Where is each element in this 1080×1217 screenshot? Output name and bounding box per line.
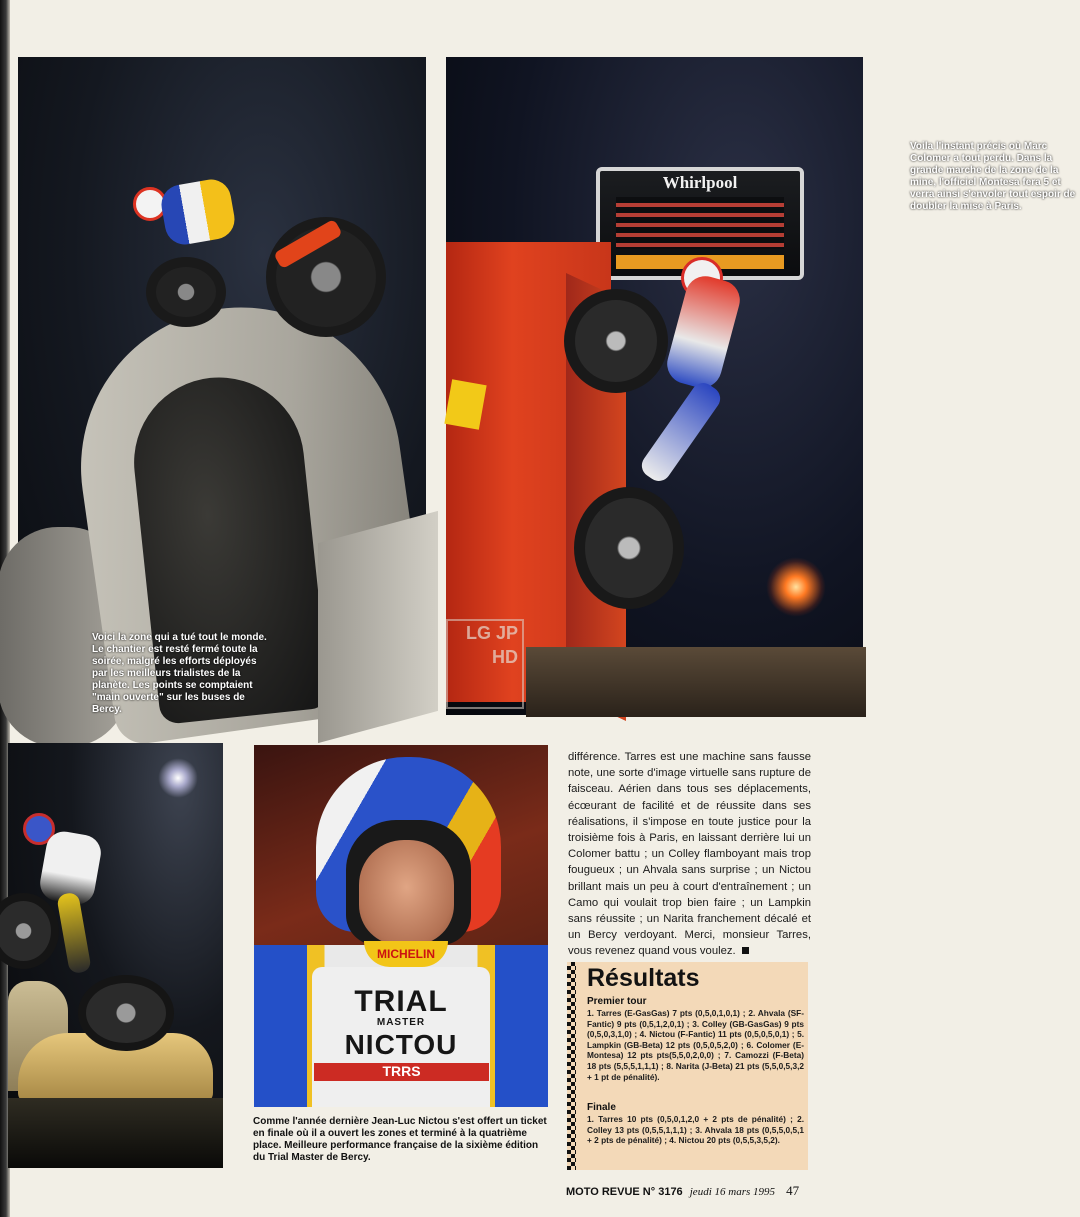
rider (123, 177, 243, 287)
light-flare (766, 557, 826, 617)
results-title: Résultats (587, 964, 700, 992)
issue-date: jeudi 16 mars 1995 (689, 1186, 775, 1198)
rider-face (359, 840, 454, 945)
water (8, 1098, 223, 1168)
bib-brand: TRRS (314, 1063, 489, 1081)
article-paragraph: différence. Tarres est une machine sans fausse note, une sorte d'image virtuelle sans rupture de faisceau. Aérien dans tous ses déplacements, écœurant de facilité et de réussite dans ses réalisations, il s'impose en toute justice pour la troisième fois à Paris, en laissant derrière lui un Colomer battu ; un Colley flamboyant mais trop fougueux ; un Ahvala sans surprise ; un Nictou brillant mais un peu à court d'entraînement ; un Camo qui voulait trop bien faire ; un Lampkin sans réussite ; un Narita franchement décalé et un Bercy verdoyant. Merci, monsieur Tarres, vous revenez quand vous voulez. (568, 751, 811, 958)
rider-leg (56, 892, 92, 975)
photo-caption-nictou: Comme l'année dernière Jean-Luc Nictou s'est offert un ticket en finale où il a ouvert les zones et terminé à la quatrième place. Meilleure performance française de la sixième édition du Trial Master de Bercy. (253, 1116, 547, 1163)
magazine-issue: MOTO REVUE N° 3176 (566, 1186, 683, 1198)
checkered-flag-border (567, 962, 576, 1170)
page-number: 47 (786, 1183, 800, 1198)
collar-label: MICHELIN (364, 941, 448, 967)
scoreboard-rows (616, 197, 784, 249)
final-heading: Finale (587, 1102, 616, 1113)
end-mark (742, 947, 749, 954)
rider-body (158, 176, 237, 247)
pipe-slab (318, 511, 438, 743)
watermark: LG JP HD (446, 619, 524, 709)
page-footer (566, 1183, 836, 1203)
front-wheel (564, 289, 668, 393)
photo-caption: Voila l'instant précis où Marc Colomer a tout perdu. Dans la grande marche de la zone de la mine, l'officiel Montesa fera 5 et verra ainsi s'envoler tout espoir de doubler la mise à Paris. (910, 141, 1076, 212)
rider (661, 257, 771, 497)
article-body (568, 749, 811, 960)
bib-master: MASTER (376, 1017, 426, 1028)
photo-caption: Voici la zone qui a tué tout le monde. Le chantier est resté fermé toute la soirée, malgré les efforts déployés par les meilleurs trialistes de la planète. Les points se comptaient "main ouverte" sur les buses de Bercy. (92, 632, 267, 715)
rider-body (663, 272, 745, 392)
photo-nictou-portrait (254, 745, 548, 1107)
rider-leg (637, 378, 725, 485)
first-round-results: 1. Tarres (E-GasGas) 7 pts (0,5,0,1,0,1) ; 2. Ahvala (SF-Fantic) 9 pts (0,5,1,2,0,1) ; 3. Colley (GB-GasGas) 9 pts (0,5,0,3,1,0) ; 4. Nictou (F-Fantic) 11 pts (0,5,0,5,0,1) ; 5. Lampkin (GB-Beta) 12 pts (0,5,0,5,2,0) ; 6. Colomer (E-Montesa) 12 pts pts(5,5,0,2,0,0) ; 7. Camozzi (F-Beta) 18 pts (5,5,5,1,1,1) ; 8. Narita (J-Beta) 21 pts (5,5,0,5,3,2 + 1 pt de pénalité). (587, 1008, 804, 1082)
rider (18, 813, 118, 993)
spotlight (158, 758, 198, 798)
photo-concrete-pipe-zone (18, 57, 426, 715)
first-round-heading: Premier tour (587, 996, 647, 1007)
final-results: 1. Tarres 10 pts (0,5,0,1,2,0 + 2 pts de pénalité) ; 2. Colley 13 pts (0,5,5,1,1,1) ; 3. Ahvala 18 pts (0,5,5,0,5,1 + 2 pts de pénalité) ; 4. Nictou 20 pts (0,5,5,3,5,2). (587, 1114, 804, 1146)
photo-rider-rocks (8, 743, 223, 1168)
photo-colomer (446, 57, 1076, 715)
scoreboard-brand: Whirlpool (662, 173, 738, 192)
results-box (567, 962, 808, 1170)
floor (526, 647, 866, 717)
bib-name: NICTOU (344, 1029, 458, 1060)
bib-trial: TRIAL (354, 985, 448, 1018)
rear-wheel (574, 487, 684, 609)
